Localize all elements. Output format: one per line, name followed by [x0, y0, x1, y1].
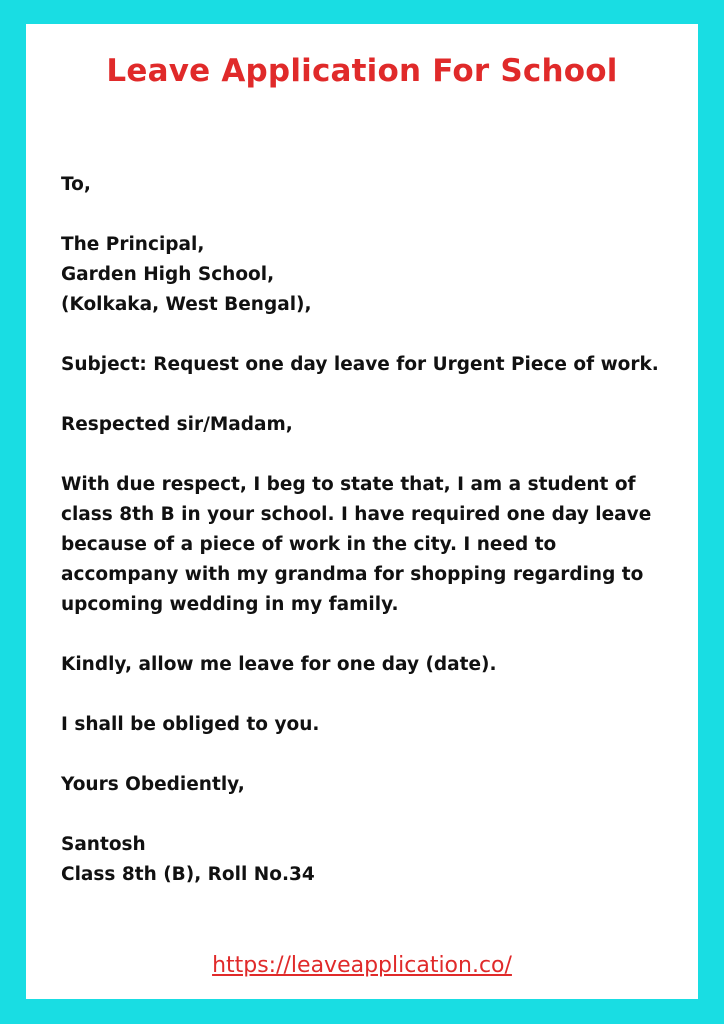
recipient-line: Garden High School,: [61, 264, 275, 285]
sender-class-roll: Class 8th (B), Roll No.34: [61, 864, 315, 885]
body-line: because of a piece of work in the city. I need to: [61, 534, 557, 555]
request-line: Kindly, allow me leave for one day (date).: [61, 654, 497, 675]
body-line: With due respect, I beg to state that, I am a student of: [61, 474, 636, 495]
letter-body: [61, 170, 691, 890]
closing-line: Yours Obediently,: [61, 774, 245, 795]
salutation-to: To,: [61, 174, 91, 195]
body-line: class 8th B in your school. I have required one day leave: [61, 504, 652, 525]
body-line: upcoming wedding in my family.: [61, 594, 399, 615]
page-title: Leave Application For School: [106, 53, 618, 89]
greeting: Respected sir/Madam,: [61, 414, 293, 435]
sender-name: Santosh: [61, 834, 146, 855]
obliged-line: I shall be obliged to you.: [61, 714, 320, 735]
subject-line: Subject: Request one day leave for Urgent Piece of work.: [61, 354, 659, 375]
website-link[interactable]: https://leaveapplication.co/: [212, 953, 512, 978]
sender-block: [61, 830, 691, 890]
recipient-line: The Principal,: [61, 234, 205, 255]
letter-page: [26, 24, 698, 999]
body-paragraph: [61, 470, 691, 620]
recipient-block: [61, 230, 691, 320]
recipient-line: (Kolkaka, West Bengal),: [61, 294, 312, 315]
body-line: accompany with my grandma for shopping regarding to: [61, 564, 644, 585]
